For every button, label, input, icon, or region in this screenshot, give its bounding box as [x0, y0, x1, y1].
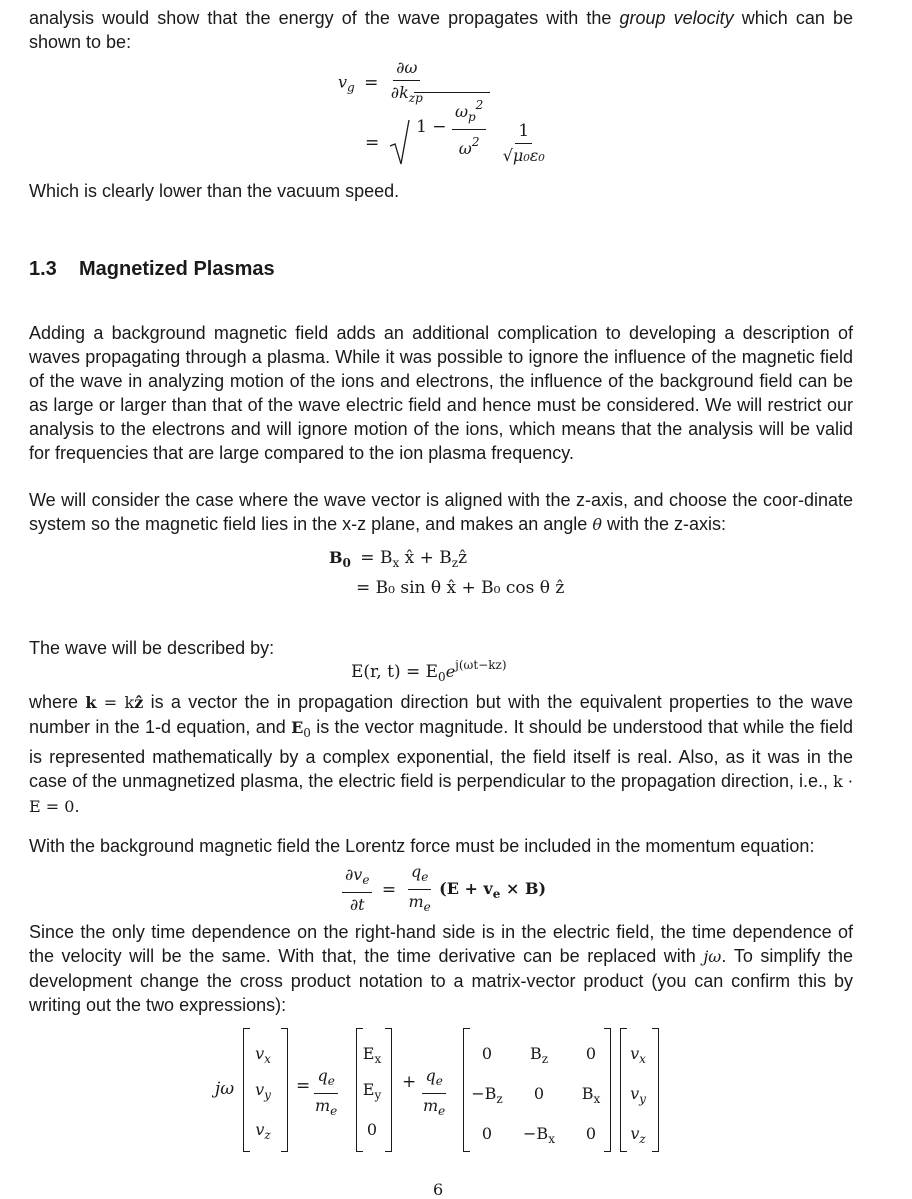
omega-symbol: ω — [454, 101, 468, 121]
E: E — [362, 1080, 375, 1099]
vector-Ez: 0 — [366, 1120, 378, 1139]
q: q — [425, 1066, 436, 1085]
numerator — [422, 1066, 445, 1094]
vector-vy — [616, 1084, 660, 1106]
subscript-z: z — [541, 1052, 549, 1066]
q: q — [410, 862, 422, 881]
subscript-x: x — [264, 1052, 271, 1066]
paragraph-lorentz-force: With the background magnetic field the Lorentz force must be included in the momentum equation: — [29, 836, 815, 856]
subscript-0: 0 — [303, 726, 311, 740]
text-span: We will consider the case where the wave vector is aligned with the z-axis, and choose the coor-dinate system so the magnetic field lies in the x-z plane, and makes an angle — [29, 490, 853, 534]
omega-symbol: ω — [458, 138, 472, 158]
rhs-part: ẑ — [458, 548, 468, 568]
equals-sign: = — [364, 72, 379, 93]
v: v — [630, 1044, 640, 1063]
paragraph-wave-described: The wave will be described by: — [29, 638, 275, 658]
rhs-part: x̂ + B — [404, 548, 452, 568]
text-span: analysis would show that the energy of the wave propagates with the — [29, 8, 620, 28]
subscript-0: 0 — [342, 556, 351, 570]
subscript-x: x — [639, 1052, 646, 1066]
text-span: Since the only time dependence on the right-hand side is in the electric field, the time dependence of the velocity will be the same. With that, the time derivative can be replaced with — [29, 922, 853, 966]
subscript-e: e — [435, 1074, 443, 1088]
subscript-x: x — [593, 1092, 601, 1106]
equation-E-wave — [351, 658, 507, 684]
subscript-x: x — [548, 1132, 555, 1146]
subscript-zp: zp — [408, 91, 423, 105]
subscript-e: e — [438, 1104, 446, 1118]
text-span: where — [29, 692, 86, 712]
k-bold: k — [85, 693, 97, 712]
B: B — [529, 1044, 542, 1063]
numerator: 1 — [515, 121, 532, 144]
theta-symbol: θ — [592, 515, 602, 534]
m: m — [423, 1096, 439, 1115]
superscript-2: 2 — [475, 97, 484, 112]
rhs-part: = B — [360, 548, 393, 568]
numerator — [342, 865, 372, 893]
v: v — [255, 1120, 265, 1139]
paragraph-lower-than-vacuum: Which is clearly lower than the vacuum speed. — [29, 181, 400, 201]
text-span: is a vector the in propagation direction but with the equivalent properties to the wave number in the 1-d equation, and — [29, 692, 853, 737]
section-number: 1.3 — [29, 258, 57, 280]
symbol-v: v — [338, 72, 348, 92]
E: E — [362, 1044, 375, 1063]
fraction-qe-me — [405, 862, 433, 917]
matrix-cell-r2c2: 0 — [533, 1084, 545, 1103]
one-minus: 1 − — [416, 116, 447, 137]
v: v — [255, 1044, 265, 1063]
vector-vy — [241, 1080, 285, 1102]
v: v — [255, 1080, 265, 1099]
subscript-e: e — [362, 872, 370, 887]
subscript-y: y — [374, 1088, 382, 1102]
denominator: √μ₀ε₀ — [502, 145, 545, 165]
numerator — [408, 862, 431, 890]
subscript-e: e — [327, 1074, 335, 1088]
numerator: ∂ω — [393, 58, 420, 81]
sqrt-body — [414, 92, 490, 159]
subscript-p: p — [467, 109, 476, 124]
equation-matrix — [0, 1024, 912, 1154]
dk-symbol: ∂k — [390, 83, 409, 102]
vector-Ey — [350, 1080, 394, 1102]
q: q — [317, 1066, 328, 1085]
fraction-dve-dt — [342, 865, 372, 915]
fraction-qe-me — [312, 1066, 340, 1121]
B: B — [581, 1084, 594, 1103]
section-heading — [29, 258, 275, 281]
vector-vz — [616, 1124, 660, 1146]
equation-B0-line2: = B₀ sin θ x̂ + B₀ cos θ ẑ — [356, 578, 565, 598]
matrix-cell-r3c3: 0 — [585, 1124, 597, 1143]
subscript-y: y — [639, 1092, 646, 1106]
fraction-qe-me — [420, 1066, 448, 1121]
text-span: is the vector magnitude. It should be understood that while the field is represented mathematically by a complex exponential, the field itself is real. Also, as it was in the case of the unmagnetized plasma, the electric field is perpendicular to the propagation direction, i.e., — [29, 717, 853, 791]
subscript-e: e — [330, 1104, 338, 1118]
subscript-e: e — [421, 870, 429, 884]
vector-vx — [241, 1044, 285, 1066]
k-dot-E: k · E = 0. — [29, 772, 853, 816]
denominator — [312, 1094, 340, 1121]
denominator — [420, 1094, 448, 1121]
B-bold: B — [329, 548, 343, 567]
matrix-cell-r1c2 — [517, 1044, 561, 1066]
vector-vz — [241, 1120, 285, 1142]
j-omega: jω — [703, 947, 722, 966]
text-span: . To simplify the development change the cross product notation to a matrix-vector product (you can confirm this by writing out the two expressions): — [29, 946, 853, 1015]
subscript-z: z — [496, 1092, 503, 1106]
matrix-cell-r3c1: 0 — [481, 1124, 493, 1143]
subscript-e: e — [492, 886, 501, 901]
plus-sign: + — [402, 1072, 417, 1092]
matrix-cell-r3c2 — [517, 1124, 561, 1146]
equals-sign: = — [296, 1076, 311, 1096]
equation-vg-line1 — [338, 58, 426, 108]
E-bold: E — [291, 718, 304, 737]
minus-B: −B — [471, 1084, 497, 1103]
fraction-one-sqrt-mu-eps — [500, 121, 548, 166]
paragraph-wave-vector — [29, 690, 853, 819]
v: v — [630, 1124, 640, 1143]
subscript-0: 0 — [438, 670, 446, 684]
emphasis-group-velocity: group velocity — [619, 8, 734, 28]
j-omega: jω — [215, 1079, 235, 1099]
exponent: j(ωt−kz) — [455, 658, 507, 672]
denominator — [405, 890, 433, 917]
dv: ∂v — [345, 864, 363, 884]
m: m — [408, 892, 424, 911]
minus-B: −B — [523, 1124, 549, 1143]
rhs-part: (E + v — [439, 878, 493, 898]
matrix-cell-r2c3 — [569, 1084, 613, 1106]
denominator: ∂t — [349, 894, 365, 914]
m: m — [315, 1096, 331, 1115]
subscript-g: g — [347, 80, 355, 95]
section-title: Magnetized Plasmas — [79, 258, 275, 280]
subscript-x: x — [374, 1052, 382, 1066]
denominator — [456, 130, 483, 159]
subscript-z: z — [639, 1132, 646, 1146]
superscript-2: 2 — [471, 134, 480, 149]
vector-Ex — [350, 1044, 394, 1066]
paragraph-coordinate-system — [29, 488, 853, 537]
subscript-y: y — [264, 1088, 271, 1102]
numerator — [314, 1066, 337, 1094]
fraction-wp-w — [452, 95, 486, 159]
matrix-cell-r2c1 — [465, 1084, 509, 1106]
subscript-z: z — [264, 1128, 271, 1142]
matrix-cell-r1c1: 0 — [481, 1044, 493, 1063]
equation-B0-line1: $B_0 = B_x$ x̂ + $B_zẑ$ — [329, 548, 468, 570]
exp-e: e — [445, 662, 456, 681]
sqrt-radical-icon — [389, 118, 411, 168]
equals-sign: = — [365, 133, 380, 153]
text-span: = k — [96, 693, 135, 712]
numerator — [452, 95, 486, 130]
equals-sign: = — [381, 879, 397, 900]
page-number: 6 — [433, 1180, 444, 1199]
text-span: which can be shown to be: — [29, 8, 853, 52]
matrix-cell-r1c3: 0 — [585, 1044, 597, 1063]
text-span: with the z-axis: — [601, 514, 726, 534]
equation-lorentz — [342, 862, 546, 917]
lorentz-rhs — [439, 878, 547, 901]
lhs: E(r, t) = E — [351, 662, 439, 682]
zhat-bold: ẑ — [134, 693, 144, 712]
subscript-e: e — [423, 900, 431, 914]
paragraph-background-field: Adding a background magnetic field adds an additional complication to developing a description of waves propagating through a plasma. While it was possible to ignore the influence of the magnetic field of the wave in analyzing motion of the ions and electrons, the influence of the background field can be as large or larger than that of the wave electric field and hence must be considered. We will restrict our analysis to the electrons and will ignore motion of the ions, which means that the analysis will be valid for frequencies that are large compared to the ion plasma frequency. — [29, 323, 853, 463]
paragraph-time-dependence — [29, 920, 853, 1017]
paragraph-group-velocity-intro — [29, 6, 853, 54]
vector-vx — [616, 1044, 660, 1066]
rhs-part: × B) — [506, 878, 547, 898]
v: v — [630, 1084, 640, 1103]
